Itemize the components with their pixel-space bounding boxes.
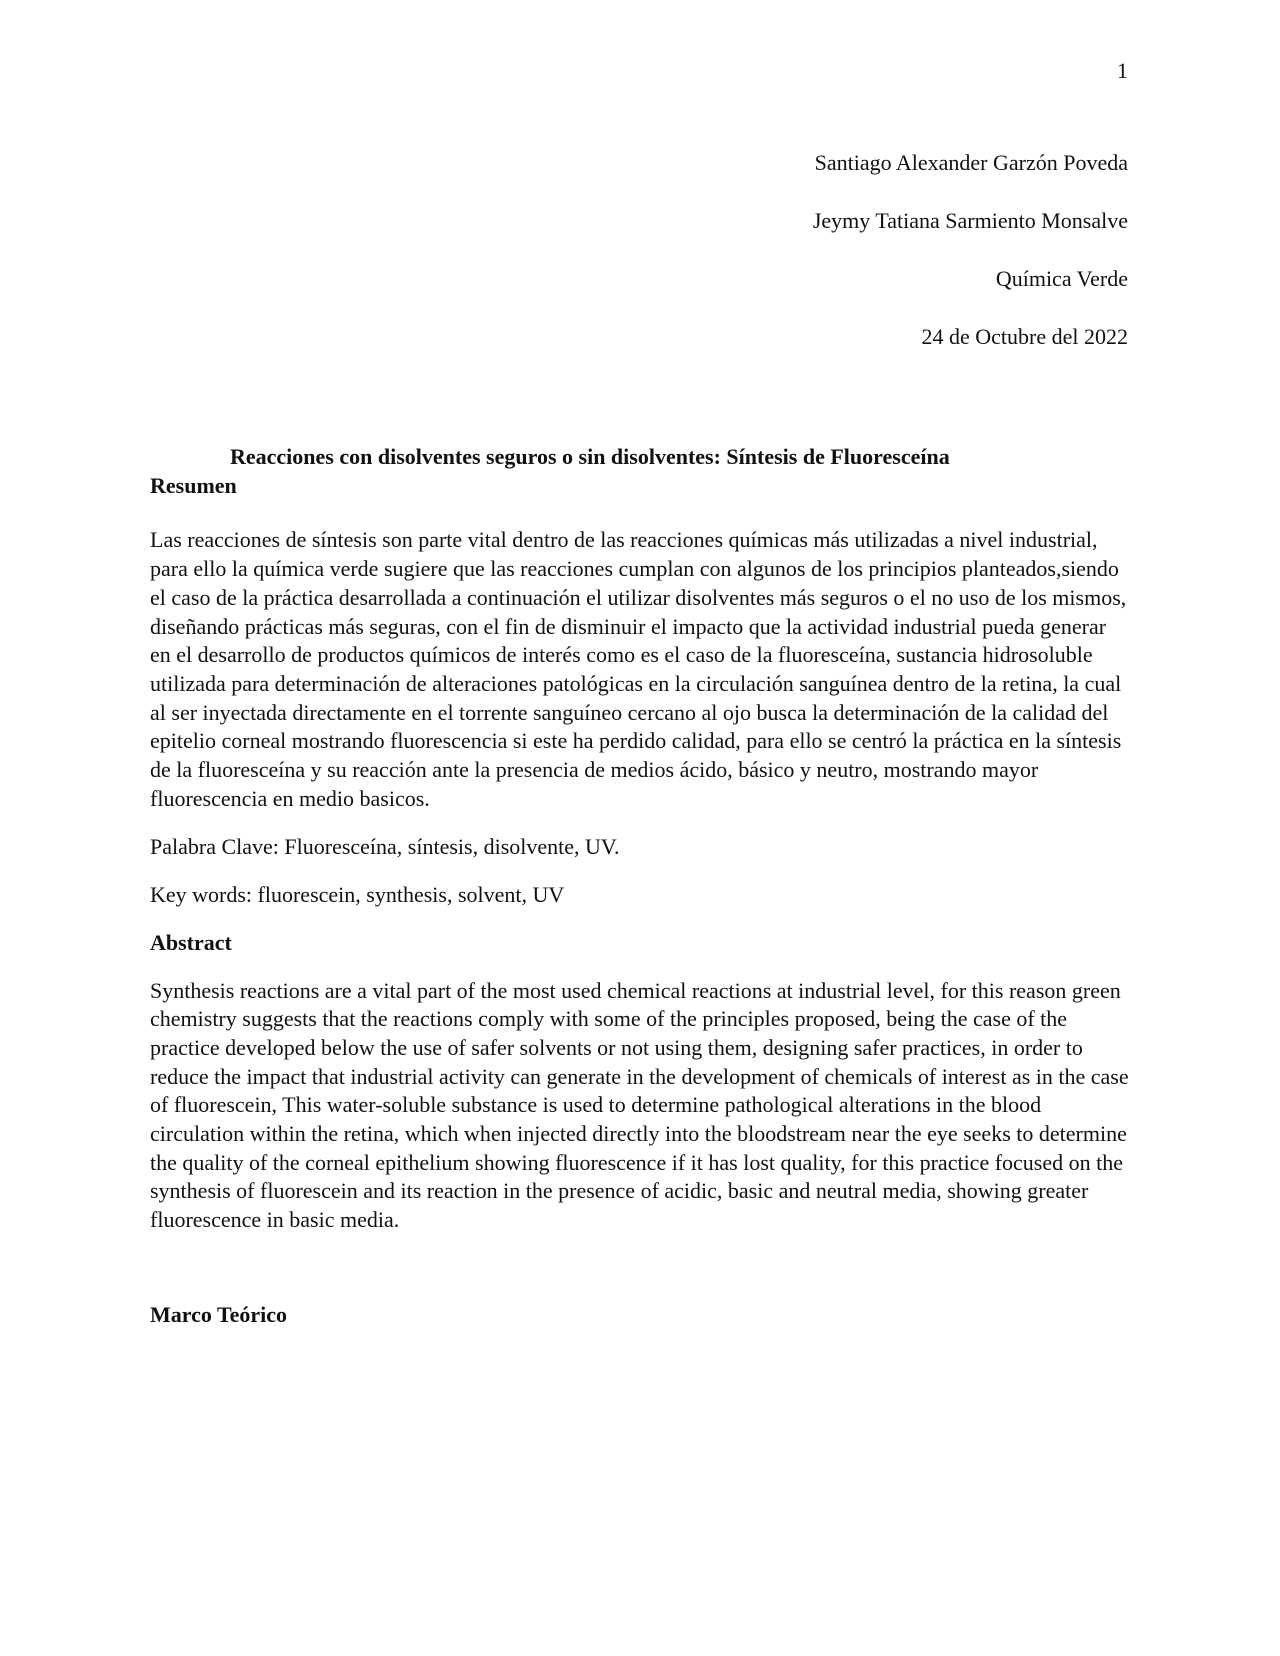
abstract-paragraph: Synthesis reactions are a vital part of the most used chemical reactions at industrial level, for this reason green chemistry suggests that the reactions comply with some of the principles proposed, being the case of the practice developed below the use of safer solvents or not using them, designing safer practices, in order to reduce the impact that industrial activity can generate in the development of chemicals of interest as in the case of fluorescein, This water-soluble substance is used to determine pathological alterations in the blood circulation within the retina, which when injected directly into the bloodstream near the eye seeks to determine the quality of the corneal epithelium showing fluorescence if it has lost quality, for this practice focused on the synthesis of fluorescein and its reaction in the presence of acidic, basic and neutral media, showing greater fluorescence in basic media. (150, 977, 1129, 1233)
page-number: 1 (1117, 58, 1128, 83)
author-header (600, 150, 1128, 382)
document-body (150, 443, 1130, 1330)
keywords-spanish: Palabra Clave: Fluoresceína, síntesis, disolvente, UV. (150, 834, 620, 860)
course-name: Química Verde (995, 266, 1128, 291)
keywords-english: Key words: fluorescein, synthesis, solvent, UV (150, 882, 565, 908)
resumen-paragraph: Las reacciones de síntesis son parte vital dentro de las reacciones químicas más utilizadas a nivel industrial, para ello la química verde sugiere que las reacciones cumplan con algunos de los principios planteados,siendo el caso de la práctica desarrollada a continuación el utilizar disolventes más seguros o el no uso de los mismos, diseñando prácticas más seguras, con el fin de disminuir el impacto que la actividad industrial pueda generar en el desarrollo de productos químicos de interés como es el caso de la fluoresceína, sustancia hidrosoluble utilizada para determinación de alteraciones patológicas en la circulación sanguínea dentro de la retina, la cual al ser inyectada directamente en el torrente sanguíneo cercano al ojo busca la determinación de la calidad del epitelio corneal mostrando fluorescencia si este ha perdido calidad, para ello se centró la práctica en la síntesis de la fluoresceína y su reacción ante la presencia de medios ácido, básico y neutro, mostrando mayor fluorescencia en medio basicos. (150, 527, 1127, 811)
abstract-heading: Abstract (150, 929, 232, 955)
author-name-1: Santiago Alexander Garzón Poveda (814, 150, 1128, 175)
resumen-heading: Resumen (150, 472, 237, 498)
document-date: 24 de Octubre del 2022 (921, 324, 1128, 349)
author-name-2: Jeymy Tatiana Sarmiento Monsalve (812, 208, 1128, 233)
document-title: Reacciones con disolventes seguros o sin disolventes: Síntesis de Fluoresceína (230, 444, 950, 469)
marco-teorico-heading: Marco Teórico (150, 1301, 288, 1327)
